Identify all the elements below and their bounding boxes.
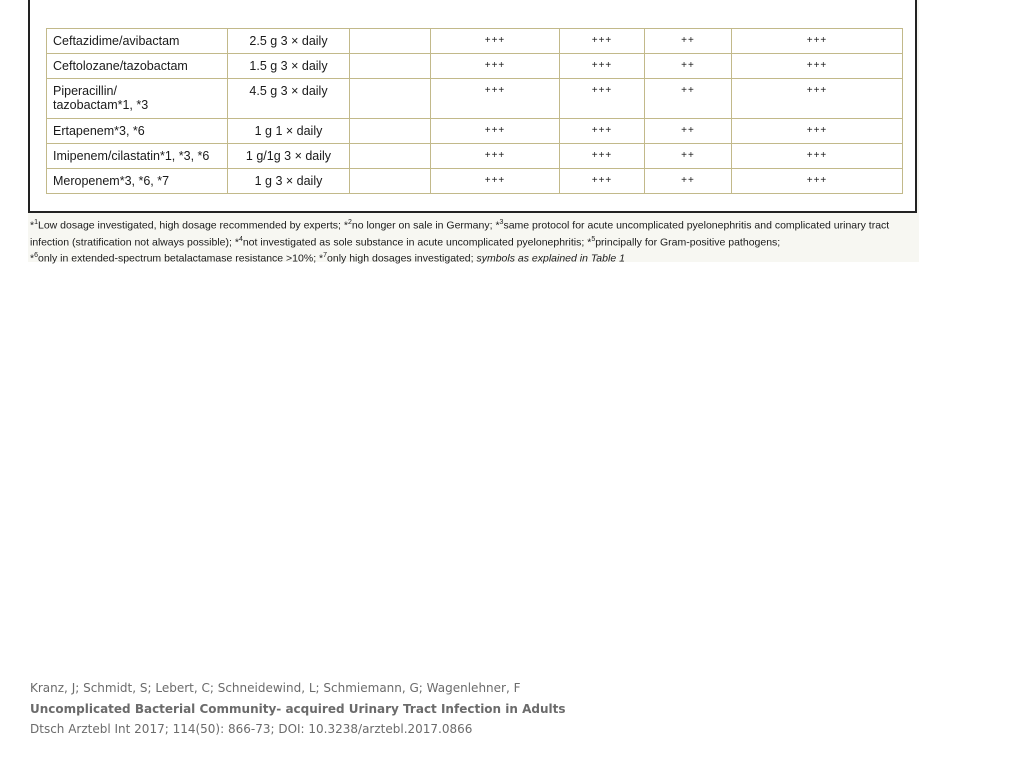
rating-cell: +++ bbox=[560, 79, 645, 119]
rating-cell: +++ bbox=[732, 169, 903, 194]
table-row bbox=[47, 169, 903, 194]
dose-cell: 4.5 g 3 × daily bbox=[228, 79, 350, 119]
table-body bbox=[47, 29, 903, 194]
footnote-symbols-note: symbols as explained in Table 1 bbox=[476, 252, 625, 265]
drug-cell: Ertapenem*3, *6 bbox=[47, 119, 228, 144]
rating-cell: ++ bbox=[645, 169, 732, 194]
dose-cell: 1 g/1g 3 × daily bbox=[228, 144, 350, 169]
footnote-marker: 5 bbox=[591, 235, 596, 243]
footnote-marker: 7 bbox=[323, 252, 328, 259]
empty-cell bbox=[350, 54, 431, 79]
footnote-text: principally for Gram-positive pathogens; bbox=[595, 236, 781, 248]
table-row bbox=[47, 54, 903, 79]
empty-cell bbox=[350, 79, 431, 119]
drug-cell: Ceftolozane/tazobactam bbox=[47, 54, 228, 79]
rating-cell: +++ bbox=[560, 29, 645, 54]
footnote-text: only in extended-spectrum betalactamase resistance >10%; * bbox=[38, 252, 324, 265]
rating-cell: +++ bbox=[431, 144, 560, 169]
footnote-text: same protocol for acute uncomplicated pyelonephritis and complicated urinary tract infection (stratification not always possible); * bbox=[30, 219, 890, 248]
rating-cell: ++ bbox=[645, 79, 732, 119]
table-footnote: *$^1$Low dosage investigated, high dosage recommended by experts; *$^2$no longer on sale in Germany; *$^3$same protocol for acute uncomplicated pyelonephritis and complicated urinary tract infection (stratification not always possible); *$^4$not investigated as sole substance in acute uncomplicated pyelonephritis; *$^5$principally for Gram-positive pathogens; *$^6$only in extended-spectrum betalactamase resistance >10%; *$^7$only high dosages investigated; symbols as explained in Table 1 bbox=[30, 219, 890, 265]
rating-cell: +++ bbox=[431, 29, 560, 54]
rating-cell: ++ bbox=[645, 144, 732, 169]
rating-cell: +++ bbox=[431, 119, 560, 144]
footnote-marker: 6 bbox=[34, 252, 38, 259]
antibiotic-table bbox=[46, 28, 903, 194]
footnote-marker: 3 bbox=[499, 219, 504, 226]
drug-line-2: tazobactam*1, *3 bbox=[53, 98, 149, 112]
rating-cell: ++ bbox=[645, 54, 732, 79]
empty-cell bbox=[350, 144, 431, 169]
footnote-marker: 1 bbox=[34, 219, 38, 226]
rating-cell: +++ bbox=[732, 79, 903, 119]
footnote-text: Low dosage investigated, high dosage recommended by experts; * bbox=[38, 219, 348, 232]
empty-cell bbox=[350, 29, 431, 54]
rating-cell: ++ bbox=[645, 29, 732, 54]
drug-cell: Ceftazidime/avibactam bbox=[47, 29, 228, 54]
dose-cell: 1 g 1 × daily bbox=[228, 119, 350, 144]
citation-journal: Dtsch Arztebl Int 2017; 114(50): 866-73; DOI: 10.3238/arztebl.2017.0866 bbox=[30, 722, 473, 736]
rating-cell: +++ bbox=[431, 54, 560, 79]
table-frame bbox=[28, 0, 917, 213]
table-excerpt bbox=[28, 0, 919, 265]
rating-cell: +++ bbox=[732, 119, 903, 144]
drug-cell bbox=[47, 79, 228, 119]
citation bbox=[30, 678, 566, 740]
footnote-marker: 2 bbox=[347, 219, 352, 226]
rating-cell: +++ bbox=[560, 169, 645, 194]
rating-cell: +++ bbox=[560, 54, 645, 79]
table-row bbox=[47, 29, 903, 54]
citation-authors: Kranz, J; Schmidt, S; Lebert, C; Schneidewind, L; Schmiemann, G; Wagenlehner, F bbox=[30, 681, 521, 695]
rating-cell: +++ bbox=[431, 79, 560, 119]
dose-cell: 1.5 g 3 × daily bbox=[228, 54, 350, 79]
footnote-text: only high dosages investigated; bbox=[327, 252, 477, 265]
footnote-text: not investigated as sole substance in acute uncomplicated pyelonephritis; * bbox=[242, 236, 592, 248]
rating-cell: +++ bbox=[431, 169, 560, 194]
rating-cell: +++ bbox=[560, 144, 645, 169]
footnote-text: no longer on sale in Germany; * bbox=[351, 219, 500, 232]
dose-cell: 1 g 3 × daily bbox=[228, 169, 350, 194]
drug-cell: Imipenem/cilastatin*1, *3, *6 bbox=[47, 144, 228, 169]
dose-cell: 2.5 g 3 × daily bbox=[228, 29, 350, 54]
drug-line-1: Piperacillin/ bbox=[53, 84, 117, 98]
table-row bbox=[47, 79, 903, 119]
rating-cell: +++ bbox=[560, 119, 645, 144]
footnote-marker: 4 bbox=[238, 235, 243, 243]
rating-cell: +++ bbox=[732, 144, 903, 169]
rating-cell: ++ bbox=[645, 119, 732, 144]
empty-cell bbox=[350, 119, 431, 144]
drug-cell: Meropenem*3, *6, *7 bbox=[47, 169, 228, 194]
table-row bbox=[47, 144, 903, 169]
table-row bbox=[47, 119, 903, 144]
rating-cell: +++ bbox=[732, 54, 903, 79]
citation-title: Uncomplicated Bacterial Community- acquired Urinary Tract Infection in Adults bbox=[30, 701, 566, 716]
rating-cell: +++ bbox=[732, 29, 903, 54]
empty-cell bbox=[350, 169, 431, 194]
